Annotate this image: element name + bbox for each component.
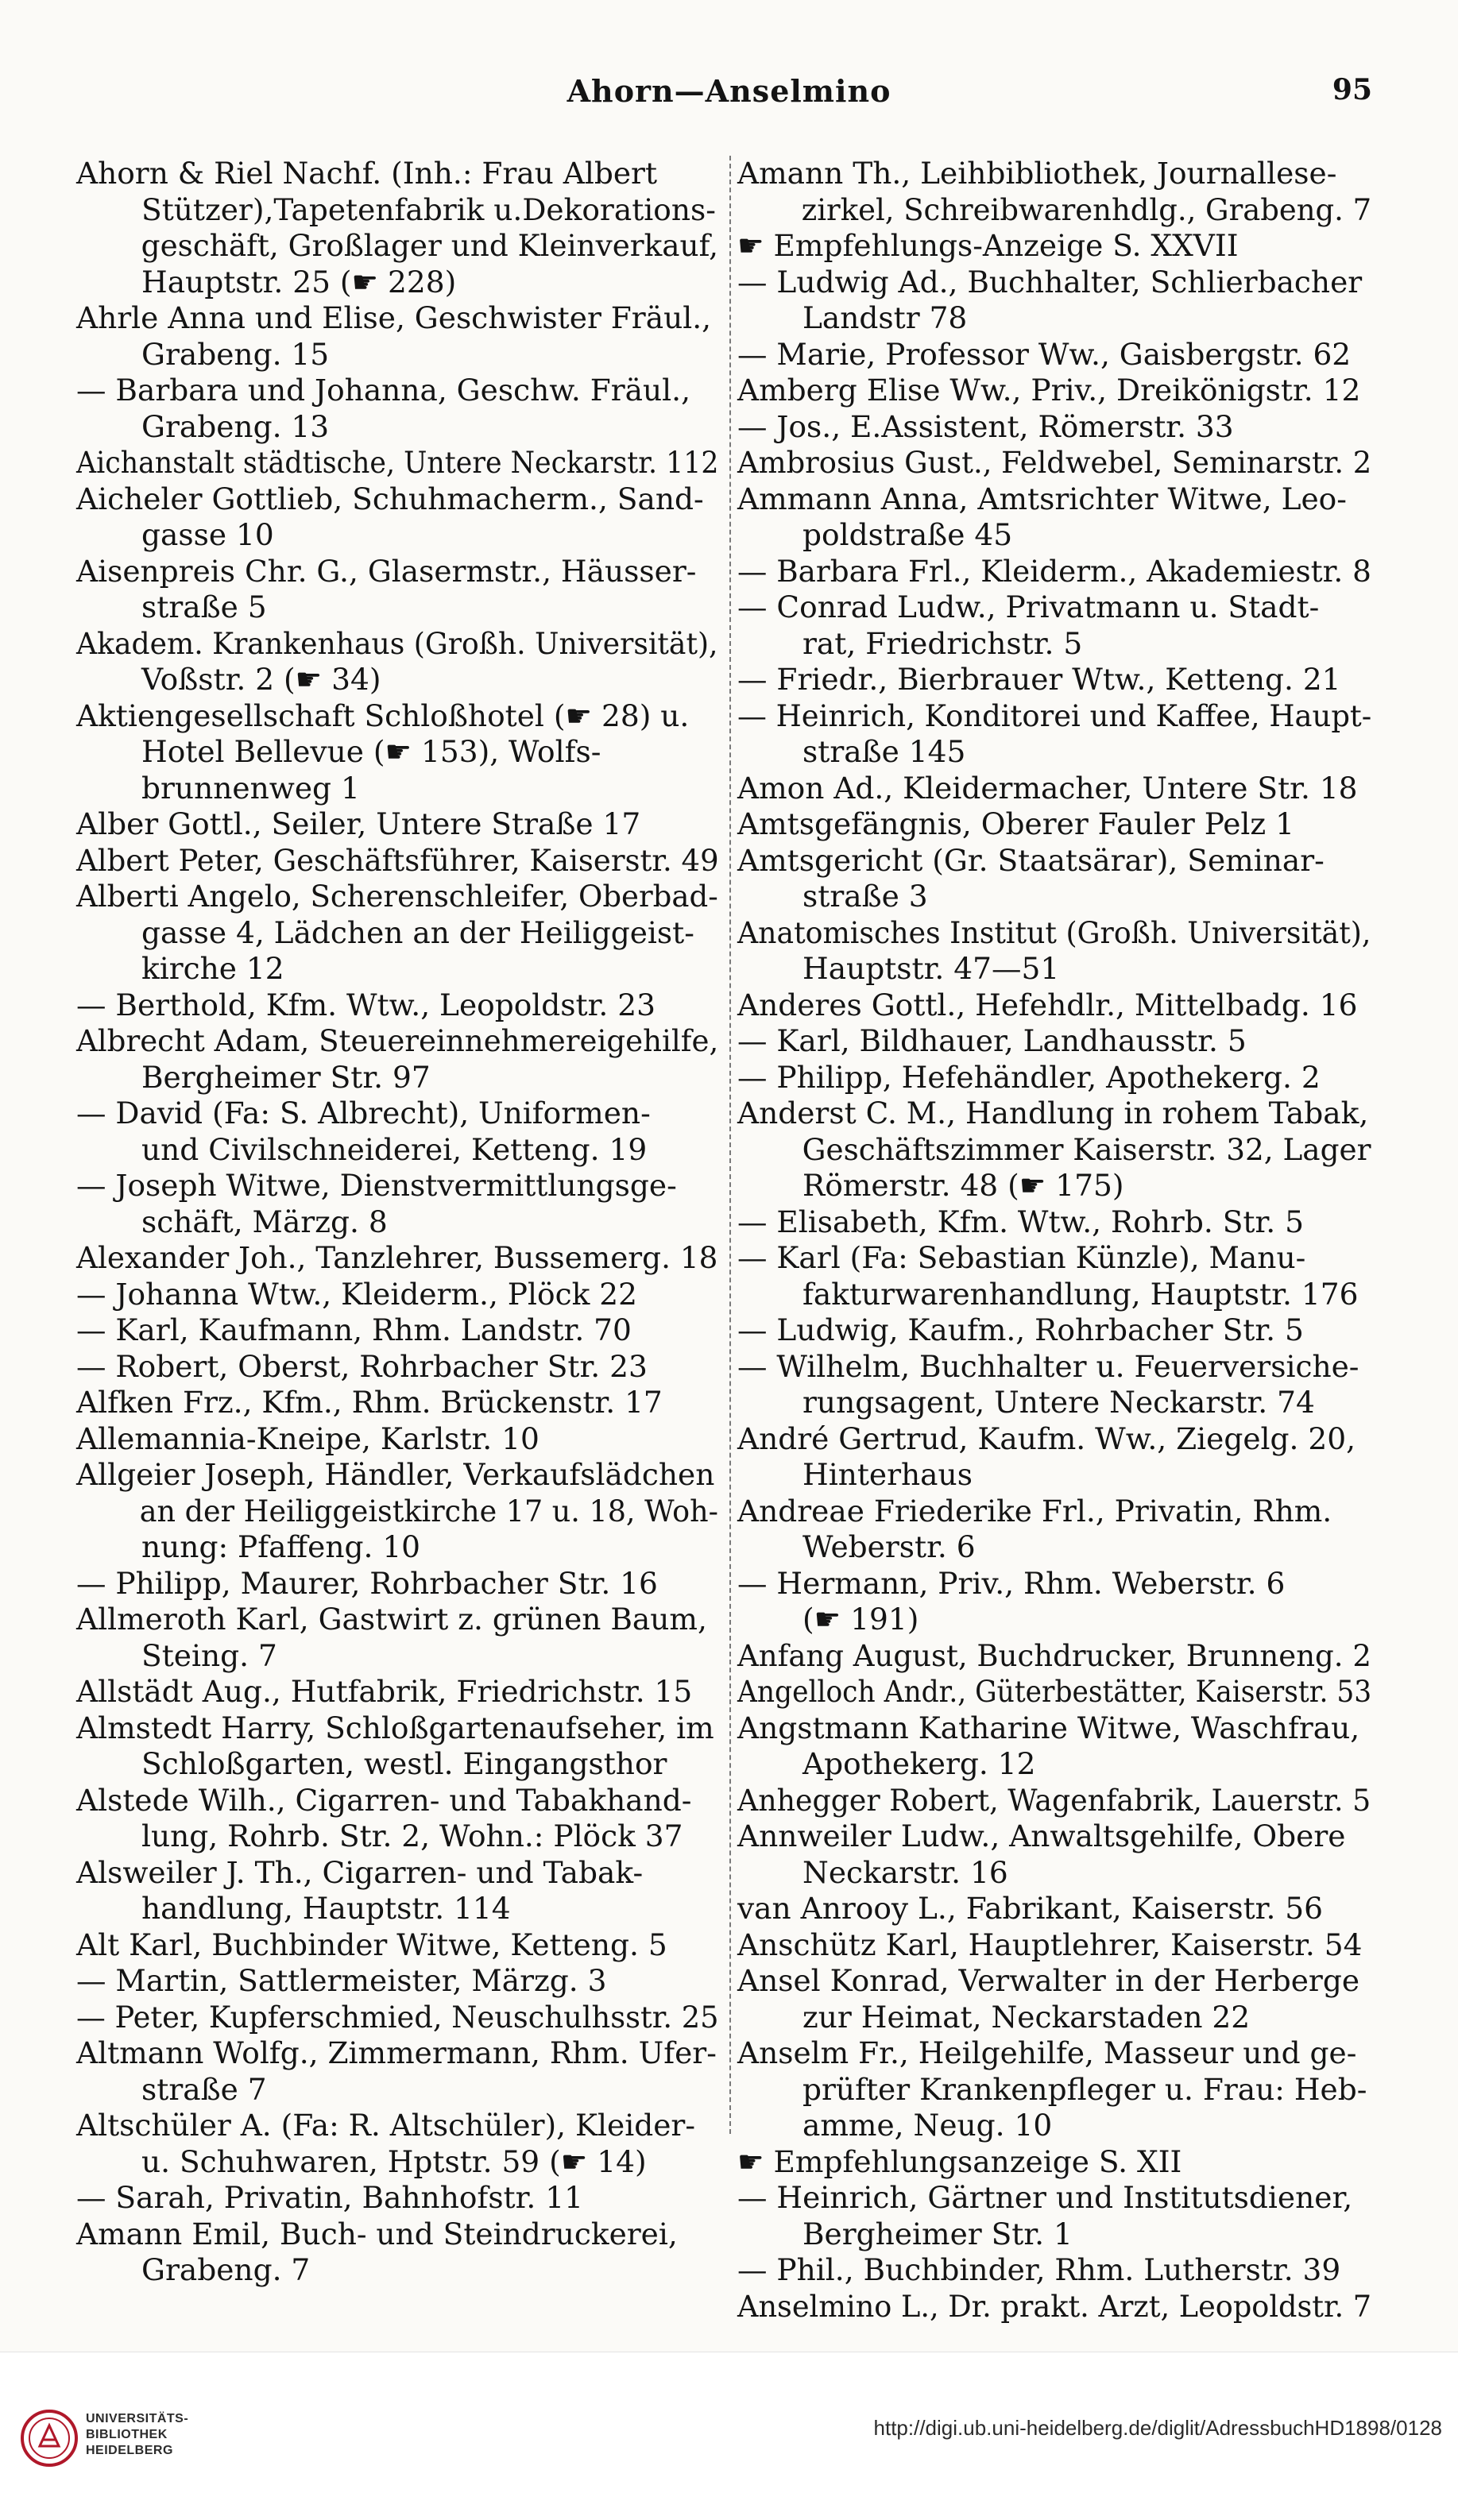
directory-entry [737, 2180, 1373, 2252]
entry-line: van Anrooy L., Fabrikant, Kaiserstr. 56 [737, 1891, 1323, 1926]
entry-continuation-line: schäft, Märzg. 8 [141, 1204, 388, 1239]
directory-entry [737, 373, 1373, 409]
directory-entry [76, 2217, 720, 2289]
entry-line: — Philipp, Hefehändler, Apothekerg. 2 [737, 1059, 1321, 1095]
directory-entry [76, 300, 720, 373]
directory-entry [737, 1494, 1373, 1566]
directory-entry [76, 481, 720, 554]
entry-line: Almstedt Harry, Schloßgartenaufseher, im [76, 1710, 714, 1745]
entry-continuation-line: Hotel Bellevue (☛ 153), Wolfs- [141, 734, 601, 769]
entry-continuation-line: zirkel, Schreibwarenhdlg., Grabeng. 7 [801, 191, 1372, 227]
entry-continuation-line: kirche 12 [141, 951, 284, 986]
footer-bar [0, 2352, 1458, 2520]
entry-line: Aicheler Gottlieb, Schuhmacherm., Sand- [76, 481, 704, 516]
directory-entry [76, 2035, 720, 2108]
directory-entry [76, 2108, 720, 2180]
entry-line: — David (Fa: S. Albrecht), Uniformen- [76, 1096, 651, 1131]
entry-line: Amtsgefängnis, Oberer Fauler Pelz 1 [737, 806, 1294, 841]
directory-entry [737, 156, 1373, 228]
directory-entry [737, 589, 1373, 662]
directory-entry [737, 1818, 1373, 1891]
entry-continuation-line: gasse 4, Lädchen an der Heiliggeist- [141, 914, 694, 950]
directory-entry [76, 1312, 720, 1349]
entry-continuation-line: Landstr 78 [802, 300, 968, 335]
directory-entry [737, 1783, 1373, 1819]
entry-continuation-line: handlung, Hauptstr. 114 [141, 1891, 511, 1926]
entry-line: Altschüler A. (Fa: R. Altschüler), Kleider- [76, 2108, 696, 2143]
entry-line: Alexander Joh., Tanzlehrer, Bussemerg. 18 [76, 1240, 718, 1275]
entry-line: — Barbara und Johanna, Geschw. Fräul., [76, 373, 690, 408]
entry-line: Anatomisches Institut (Großh. Universität), [737, 914, 1371, 950]
library-name [86, 2411, 188, 2459]
entry-line: Andreae Friederike Frl., Privatin, Rhm. [737, 1493, 1332, 1529]
entry-continuation-line: Hinterhaus [802, 1457, 973, 1492]
entry-line: — Philipp, Maurer, Rohrbacher Str. 16 [76, 1565, 658, 1601]
directory-entry [737, 1963, 1373, 2035]
entry-line: André Gertrud, Kaufm. Ww., Ziegelg. 20, [737, 1420, 1356, 1456]
entry-line: Alber Gottl., Seiler, Untere Straße 17 [76, 806, 641, 841]
directory-entry [76, 1783, 720, 1855]
directory-entry [76, 2180, 720, 2217]
directory-entry [76, 156, 720, 300]
entry-line: Alstede Wilh., Cigarren- und Tabakhand- [76, 1782, 692, 1818]
entry-line: Amann Th., Leihbibliothek, Journallese- [737, 156, 1337, 191]
entry-continuation-line: Neckarstr. 16 [802, 1854, 1008, 1890]
entry-continuation-line: Grabeng. 13 [141, 408, 330, 444]
directory-entry [737, 2035, 1373, 2144]
entry-line: Alt Karl, Buchbinder Witwe, Ketteng. 5 [76, 1927, 667, 1962]
entry-line: — Karl, Kaufmann, Rhm. Landstr. 70 [76, 1312, 632, 1347]
entry-line: — Robert, Oberst, Rohrbacher Str. 23 [76, 1348, 648, 1384]
university-seal-icon [17, 2406, 81, 2470]
entry-continuation-line: Römerstr. 48 (☛ 175) [802, 1168, 1124, 1203]
entry-line: Annweiler Ludw., Anwaltsgehilfe, Obere [737, 1818, 1346, 1853]
entry-continuation-line: poldstraße 45 [802, 517, 1013, 552]
entry-continuation-line: und Civilschneiderei, Ketteng. 19 [141, 1131, 648, 1167]
entry-line: Akadem. Krankenhaus (Großh. Universität), [76, 625, 718, 661]
entry-line: — Ludwig, Kaufm., Rohrbacher Str. 5 [737, 1312, 1304, 1347]
directory-entry [76, 1349, 720, 1386]
directory-entry [76, 1674, 720, 1710]
entry-line: — Berthold, Kfm. Wtw., Leopoldstr. 23 [76, 987, 656, 1022]
entry-line: Anderst C. M., Handlung in rohem Tabak, [737, 1096, 1369, 1131]
entry-line: Allgeier Joseph, Händler, Verkaufslädchen [76, 1457, 715, 1492]
directory-entry [737, 2289, 1373, 2325]
entry-line: Amberg Elise Ww., Priv., Dreikönigstr. 12 [737, 373, 1361, 408]
entry-line: Anfang August, Buchdrucker, Brunneng. 2 [737, 1637, 1371, 1673]
directory-entry [76, 988, 720, 1024]
entry-line: Aktiengesellschaft Schloßhotel (☛ 28) u. [76, 698, 690, 733]
entry-line: Amann Emil, Buch- und Steindruckerei, [76, 2216, 678, 2251]
entry-line: — Sarah, Privatin, Bahnhofstr. 11 [76, 2180, 583, 2215]
directory-entry [76, 2000, 720, 2036]
entry-continuation-line: nung: Pfaffeng. 10 [141, 1529, 421, 1564]
library-name-line: BIBLIOTHEK [86, 2428, 168, 2441]
directory-entry [76, 1963, 720, 2000]
entry-line: — Karl, Bildhauer, Landhausstr. 5 [737, 1023, 1247, 1058]
entry-continuation-line: (☛ 191) [802, 1602, 919, 1637]
library-name-line: HEIDELBERG [86, 2444, 173, 2457]
directory-entry [737, 1023, 1373, 1060]
entry-continuation-line: rungsagent, Untere Neckarstr. 74 [802, 1385, 1315, 1420]
entry-continuation-line: straße 145 [802, 734, 966, 769]
entry-line: Anselmino L., Dr. prakt. Arzt, Leopoldstr. 7 [737, 2288, 1372, 2324]
entry-line: Albrecht Adam, Steuereinnehmereigehilfe, [76, 1023, 719, 1058]
entry-continuation-line: fakturwarenhandlung, Hauptstr. 176 [802, 1276, 1359, 1312]
entry-line: — Wilhelm, Buchhalter u. Feuerversiche- [737, 1348, 1359, 1384]
directory-entry [76, 1096, 720, 1168]
running-header: Ahorn—Anselmino [567, 73, 891, 109]
directory-entry [737, 662, 1373, 698]
directory-entry [76, 373, 720, 445]
entry-line: Alfken Frz., Kfm., Rhm. Brückenstr. 17 [76, 1385, 663, 1420]
directory-entry [76, 445, 720, 481]
entry-line: Aisenpreis Chr. G., Glasermstr., Häusser- [76, 553, 697, 589]
directory-entry [737, 265, 1373, 337]
directory-entry [737, 1096, 1373, 1204]
entry-continuation-line: rat, Friedrichstr. 5 [802, 625, 1083, 661]
entry-line: Allstädt Aug., Hutfabrik, Friedrichstr. 15 [76, 1674, 693, 1709]
entry-continuation-line: u. Schuhwaren, Hptstr. 59 (☛ 14) [141, 2143, 647, 2179]
entry-continuation-line: gasse 10 [141, 517, 274, 552]
directory-entry [76, 698, 720, 807]
directory-entry [737, 2252, 1373, 2289]
directory-entry [737, 1710, 1373, 1783]
right-column [737, 156, 1373, 2325]
directory-entry [737, 1312, 1373, 1349]
directory-entry [76, 1385, 720, 1421]
directory-entry [76, 1457, 720, 1566]
entry-continuation-line: Steing. 7 [141, 1637, 277, 1673]
directory-entry [737, 228, 1373, 265]
source-url-link[interactable]: http://digi.ub.uni-heidelberg.de/diglit/AdressbuchHD1898/0128 [873, 2416, 1442, 2440]
entry-line: Anschütz Karl, Hauptlehrer, Kaiserstr. 54 [737, 1927, 1363, 1962]
entry-line: Anderes Gottl., Hefehdlr., Mittelbadg. 16 [737, 987, 1358, 1022]
entry-continuation-line: prüfter Krankenpfleger u. Frau: Heb- [802, 2071, 1367, 2107]
entry-line: — Elisabeth, Kfm. Wtw., Rohrb. Str. 5 [737, 1204, 1304, 1239]
directory-entry [737, 1891, 1373, 1927]
entry-line: — Jos., E.Assistent, Römerstr. 33 [737, 408, 1234, 444]
entry-continuation-line: straße 5 [141, 589, 267, 624]
directory-entry [737, 481, 1373, 554]
entry-line: — Heinrich, Gärtner und Institutsdiener, [737, 2180, 1353, 2215]
directory-entry [76, 879, 720, 988]
entry-continuation-line: Schloßgarten, westl. Eingangsthor [141, 1746, 667, 1781]
entry-line: Alberti Angelo, Scherenschleifer, Oberbad- [76, 879, 718, 914]
directory-entry [76, 843, 720, 879]
directory-entry [737, 806, 1373, 843]
entry-continuation-line: Grabeng. 15 [141, 336, 330, 372]
entry-line: — Phil., Buchbinder, Rhm. Lutherstr. 39 [737, 2252, 1341, 2287]
directory-entry [737, 988, 1373, 1024]
entry-continuation-line: an der Heiliggeistkirche 17 u. 18, Woh- [139, 1493, 718, 1529]
entry-line: Ambrosius Gust., Feldwebel, Seminarstr. 2 [737, 445, 1372, 480]
entry-continuation-line: Hauptstr. 25 (☛ 228) [141, 264, 457, 300]
directory-entry [737, 337, 1373, 373]
entry-line: — Hermann, Priv., Rhm. Weberstr. 6 [737, 1565, 1286, 1601]
entry-continuation-line: Weberstr. 6 [802, 1529, 976, 1564]
entry-continuation-line: Bergheimer Str. 1 [802, 2216, 1073, 2251]
entry-line: Angelloch Andr., Güterbestätter, Kaiserstr. 53 [737, 1674, 1372, 1709]
directory-entry [76, 1855, 720, 1927]
entry-continuation-line: amme, Neug. 10 [802, 2108, 1053, 2143]
directory-entry [76, 1023, 720, 1096]
directory-entry [737, 554, 1373, 590]
entry-line: — Peter, Kupferschmied, Neuschulhsstr. 25 [76, 1999, 719, 2035]
entry-line: Amon Ad., Kleidermacher, Untere Str. 18 [737, 770, 1358, 806]
entry-continuation-line: lung, Rohrb. Str. 2, Wohn.: Plöck 37 [141, 1818, 683, 1853]
library-name-line: UNIVERSITÄTS- [86, 2412, 189, 2425]
directory-entry [76, 554, 720, 626]
entry-line: Ammann Anna, Amtsrichter Witwe, Leo- [737, 481, 1347, 516]
entry-line: Amtsgericht (Gr. Staatsärar), Seminar- [737, 842, 1325, 878]
entry-line: Aichanstalt städtische, Untere Neckarstr. 112 [76, 445, 719, 480]
directory-entry [737, 2144, 1373, 2181]
entry-line: Altmann Wolfg., Zimmermann, Rhm. Ufer- [76, 2035, 717, 2070]
directory-entry [76, 1240, 720, 1277]
directory-entry [76, 626, 720, 698]
entry-continuation-line: Stützer),Tapetenfabrik u.Dekorations- [141, 191, 716, 227]
entry-line: — Joseph Witwe, Dienstvermittlungsge- [76, 1168, 677, 1203]
entry-continuation-line: Hauptstr. 47—51 [802, 951, 1060, 986]
directory-entry [737, 843, 1373, 915]
entry-line: — Conrad Ludw., Privatmann u. Stadt- [737, 589, 1320, 624]
entry-line: — Johanna Wtw., Kleiderm., Plöck 22 [76, 1276, 637, 1312]
directory-entry [737, 409, 1373, 446]
page-number: 95 [1332, 73, 1372, 106]
directory-entry [737, 1927, 1373, 1964]
entry-continuation-line: geschäft, Großlager und Kleinverkauf, [141, 228, 718, 263]
left-column [76, 156, 720, 2289]
directory-entry [737, 1421, 1373, 1494]
entry-line: Ansel Konrad, Verwalter in der Herberge [737, 1963, 1360, 1998]
directory-entry [737, 915, 1373, 988]
entry-line: Ahorn & Riel Nachf. (Inh.: Frau Albert [76, 156, 658, 191]
directory-entry [76, 806, 720, 843]
directory-entry [76, 1602, 720, 1674]
directory-entry [76, 1277, 720, 1313]
entry-line: Albert Peter, Geschäftsführer, Kaiserstr. 49 [76, 842, 719, 878]
directory-entry [737, 1566, 1373, 1638]
entry-line: — Friedr., Bierbrauer Wtw., Ketteng. 21 [737, 662, 1341, 697]
entry-continuation-line: Bergheimer Str. 97 [141, 1059, 431, 1095]
directory-entry [737, 1204, 1373, 1241]
entry-line: — Martin, Sattlermeister, Märzg. 3 [76, 1963, 607, 1998]
directory-entry [737, 771, 1373, 807]
directory-entry [76, 1710, 720, 1783]
directory-entry [76, 1421, 720, 1458]
entry-line: — Karl (Fa: Sebastian Künzle), Manu- [737, 1240, 1306, 1275]
entry-line: Anhegger Robert, Wagenfabrik, Lauerstr. 5 [737, 1782, 1371, 1818]
directory-entry [737, 1060, 1373, 1096]
entry-line: Allemannia-Kneipe, Karlstr. 10 [76, 1420, 539, 1456]
entry-continuation-line: Grabeng. 7 [141, 2252, 311, 2287]
directory-entry [737, 1349, 1373, 1421]
entry-continuation-line: Apothekerg. 12 [802, 1746, 1036, 1781]
entry-line: Angstmann Katharine Witwe, Waschfrau, [737, 1710, 1360, 1745]
entry-continuation-line: straße 7 [141, 2071, 267, 2107]
entry-continuation-line: Voßstr. 2 (☛ 34) [141, 662, 381, 697]
entry-continuation-line: Geschäftszimmer Kaiserstr. 32, Lager [802, 1131, 1371, 1167]
entry-line: Ahrle Anna und Elise, Geschwister Fräul., [76, 300, 712, 335]
entry-line: Alsweiler J. Th., Cigarren- und Tabak- [76, 1854, 644, 1890]
directory-entry [737, 1638, 1373, 1675]
directory-entry [737, 698, 1373, 771]
entry-line: — Marie, Professor Ww., Gaisbergstr. 62 [737, 336, 1352, 372]
entry-line: ☛ Empfehlungsanzeige S. XII [737, 2143, 1182, 2179]
column-divider [729, 156, 731, 2134]
directory-entry [76, 1168, 720, 1240]
entry-line: — Heinrich, Konditorei und Kaffee, Haupt- [737, 698, 1372, 733]
entry-line: Anselm Fr., Heilgehilfe, Masseur und ge- [737, 2035, 1357, 2070]
entry-line: Allmeroth Karl, Gastwirt z. grünen Baum, [76, 1602, 707, 1637]
directory-entry [76, 1566, 720, 1602]
entry-line: — Ludwig Ad., Buchhalter, Schlierbacher [737, 264, 1363, 300]
directory-entry [737, 1240, 1373, 1312]
entry-line: ☛ Empfehlungs-Anzeige S. XXVII [737, 228, 1239, 263]
entry-continuation-line: straße 3 [802, 879, 928, 914]
directory-entry [737, 445, 1373, 481]
directory-entry [737, 1674, 1373, 1710]
entry-line: — Barbara Frl., Kleiderm., Akademiestr. 8 [737, 553, 1371, 589]
entry-continuation-line: zur Heimat, Neckarstaden 22 [802, 1999, 1251, 2035]
entry-continuation-line: brunnenweg 1 [141, 770, 360, 806]
directory-entry [76, 1927, 720, 1964]
